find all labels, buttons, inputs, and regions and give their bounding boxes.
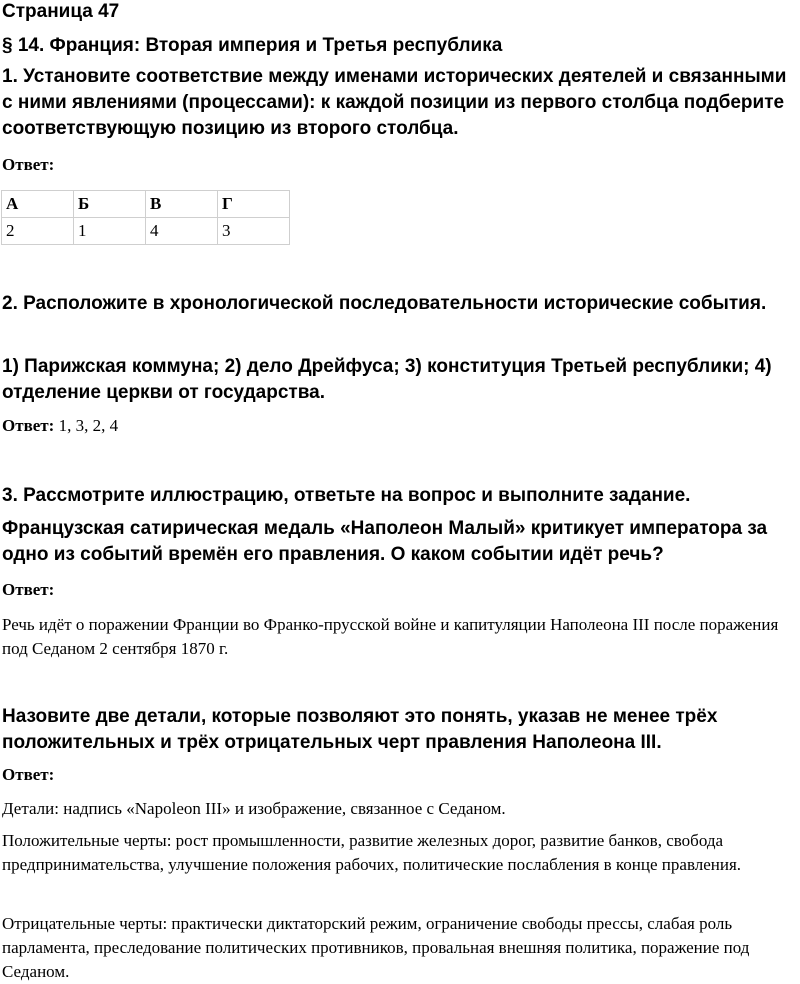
section-title: § 14. Франция: Вторая империя и Третья республика [2,35,503,56]
table-header-row [2,191,290,218]
table-header-cell: Г [218,191,290,218]
task4-negative: Отрицательные черты: практически диктаторский режим, ограничение свободы прессы, слабая роль парламента, преследование политических противников, провальная внешняя политика, поражение под Седаном. [2,914,750,981]
table-cell: 1 [74,218,146,245]
task4-question: Назовите две детали, которые позволяют это понять, указав не менее трёх положительных и трёх отрицательных черт правления Наполеона III. [2,706,718,753]
task2-answer-label: Ответ: [2,416,55,435]
table-header-cell: А [2,191,74,218]
task2-answer-value: 1, 3, 2, 4 [58,416,119,435]
task3-question: 3. Рассмотрите иллюстрацию, ответьте на вопрос и выполните задание. [2,485,691,506]
task2-events: 1) Парижская коммуна; 2) дело Дрейфуса; 3) конституция Третьей республики; 4) отделение церкви от государства. [2,356,772,403]
table-cell: 2 [2,218,74,245]
task2-answer [2,416,118,436]
task4-answer-label: Ответ: [2,765,55,784]
table-row [2,218,290,245]
table-header-cell: Б [74,191,146,218]
table-cell: 3 [218,218,290,245]
task1-question: 1. Установите соответствие между именами исторических деятелей и связанными с ними явлениями (процессами): к каждой позиции из первого столбца подберите соответствующую позицию из второго столбца. [2,66,787,139]
task2-question: 2. Расположите в хронологической последовательности исторические события. [2,293,767,314]
task3-answer: Речь идёт о поражении Франции во Франко-прусской войне и капитуляции Наполеона III после поражения под Седаном 2 сентября 1870 г. [2,615,779,658]
task1-answer-label: Ответ: [2,155,55,174]
task4-details: Детали: надпись «Napoleon III» и изображение, связанное с Седаном. [2,799,506,818]
task1-answer-table [1,190,290,245]
table-cell: 4 [146,218,218,245]
task3-subquestion: Французская сатирическая медаль «Наполеон Малый» критикует императора за одно из событий времён его правления. О каком событии идёт речь? [2,518,768,565]
table-header-cell: В [146,191,218,218]
task3-answer-label: Ответ: [2,580,55,599]
page-label: Страница 47 [2,1,120,22]
task4-positive: Положительные черты: рост промышленности, развитие железных дорог, развитие банков, свобода предпринимательства, улучшение положения рабочих, политические послабления в конце правления. [2,831,742,874]
